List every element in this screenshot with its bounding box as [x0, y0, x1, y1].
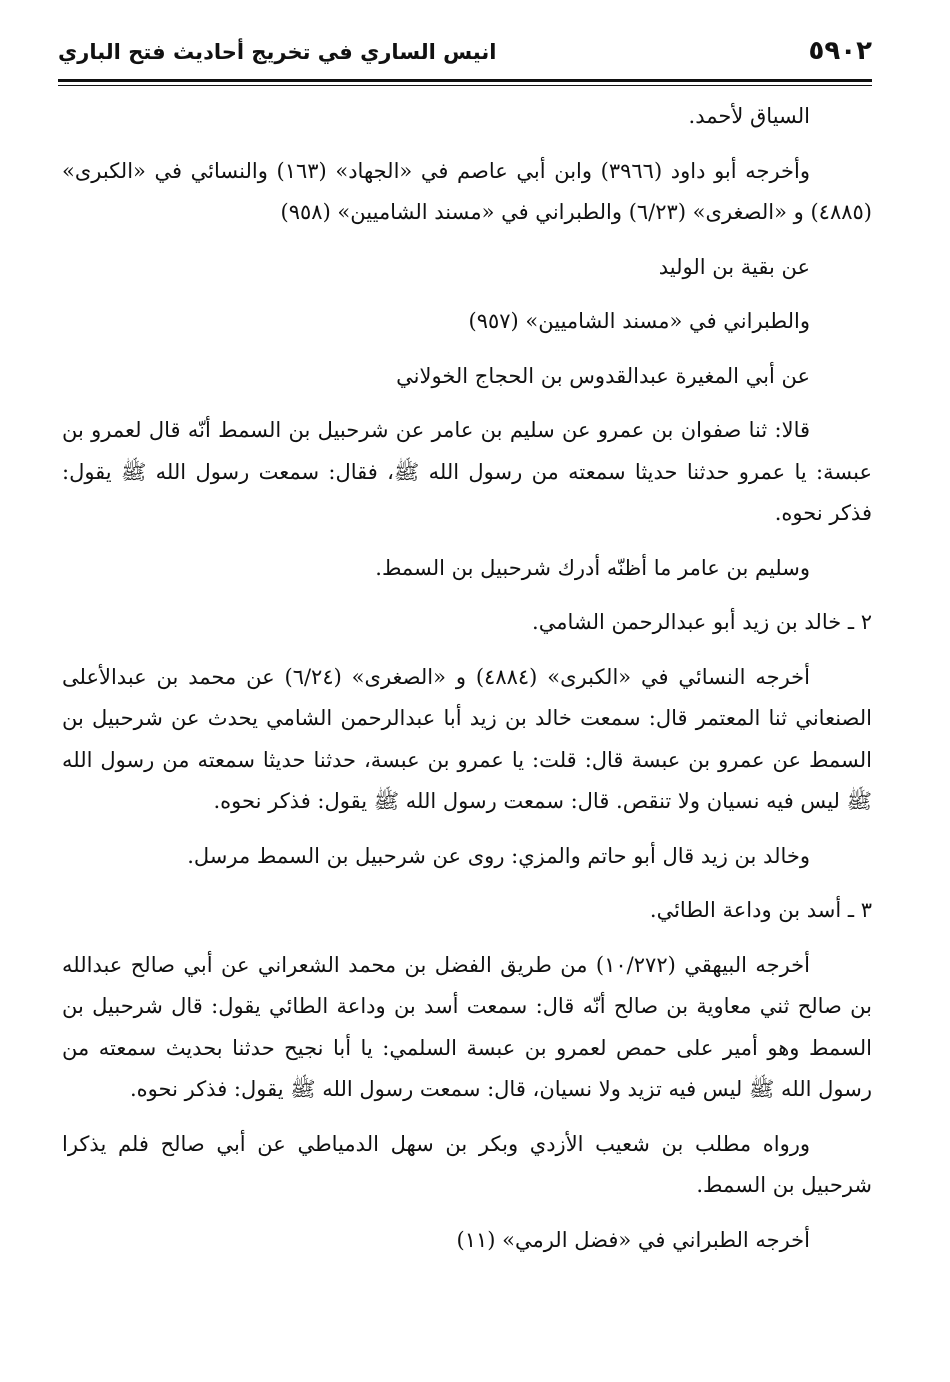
paragraph: قالا: ثنا صفوان بن عمرو عن سليم بن عامر عن شرحبيل بن السمط أنّه قال لعمرو بن عبسة: يا عمرو حدثنا حديثا سمعته من رسول الله ﷺ، فقال: سمعت رسول الله ﷺ يقول: فذكر نحوه.	[62, 418, 872, 525]
paragraph: والطبراني في «مسند الشاميين» (٩٥٧)	[468, 309, 810, 333]
paragraph: ورواه مطلب بن شعيب الأزدي وبكر بن سهل الدمياطي عن أبي صالح فلم يذكرا شرحبيل بن السمط.	[62, 1131, 872, 1197]
page-header	[58, 34, 872, 78]
paragraph: وأخرجه أبو داود (٣٩٦٦) وابن أبي عاصم في «الجهاد» (١٦٣) والنسائي في «الكبرى» (٤٨٨٥) و «الصغرى» (٦/٢٣) والطبراني في «مسند الشاميين» (٩٥٨)	[62, 158, 872, 224]
header-rule-thin	[58, 85, 872, 86]
paragraph: وسليم بن عامر ما أظنّه أدرك شرحبيل بن السمط.	[375, 555, 810, 580]
paragraph: عن أبي المغيرة عبدالقدوس بن الحجاج الخولاني	[396, 363, 810, 388]
paragraph: السياق لأحمد.	[688, 104, 810, 128]
header-rule	[58, 79, 872, 82]
running-title: انيس الساري في تخريج أحاديث فتح الباري	[58, 40, 497, 64]
paragraph: أخرجه البيهقي (١٠/٢٧٢) من طريق الفضل بن محمد الشعراني عن أبي صالح عبدالله بن صالح ثني معاوية بن صالح أنّه قال: سمعت أسد بن وداعة الطائي يقول: قال شرحبيل بن السمط وهو أمير على حمص لعمرو بن عبسة السلمي: يا أبا نجيح حدثنا بحديث سمعته من رسول الله ﷺ ليس فيه تزيد ولا نسيان، قال: سمعت رسول الله ﷺ يقول: فذكر نحوه.	[62, 952, 872, 1101]
page-number: ٥٩٠٢	[808, 36, 872, 66]
page-body	[62, 96, 872, 1261]
paragraph: أخرجه الطبراني في «فضل الرمي» (١١)	[456, 1227, 810, 1252]
paragraph: عن بقية بن الوليد	[658, 254, 810, 279]
section-heading: ٣ ـ أسد بن وداعة الطائي.	[649, 898, 872, 922]
paragraph: وخالد بن زيد قال أبو حاتم والمزي: روى عن شرحبيل بن السمط مرسل.	[187, 843, 810, 868]
paragraph: أخرجه النسائي في «الكبرى» (٤٨٨٤) و «الصغرى» (٦/٢٤) عن محمد بن عبدالأعلى الصنعاني ثنا المعتمر قال: سمعت خالد بن زيد أبا عبدالرحمن الشامي يحدث عن شرحبيل بن السمط عن عمرو بن عبسة قال: قلت: يا عمرو بن عبسة، حدثنا حديثا سمعته من رسول الله ﷺ ليس فيه نسيان ولا تنقص. قال: سمعت رسول الله ﷺ يقول: فذكر نحوه.	[62, 664, 872, 813]
section-heading: ٢ ـ خالد بن زيد أبو عبدالرحمن الشامي.	[532, 610, 872, 634]
